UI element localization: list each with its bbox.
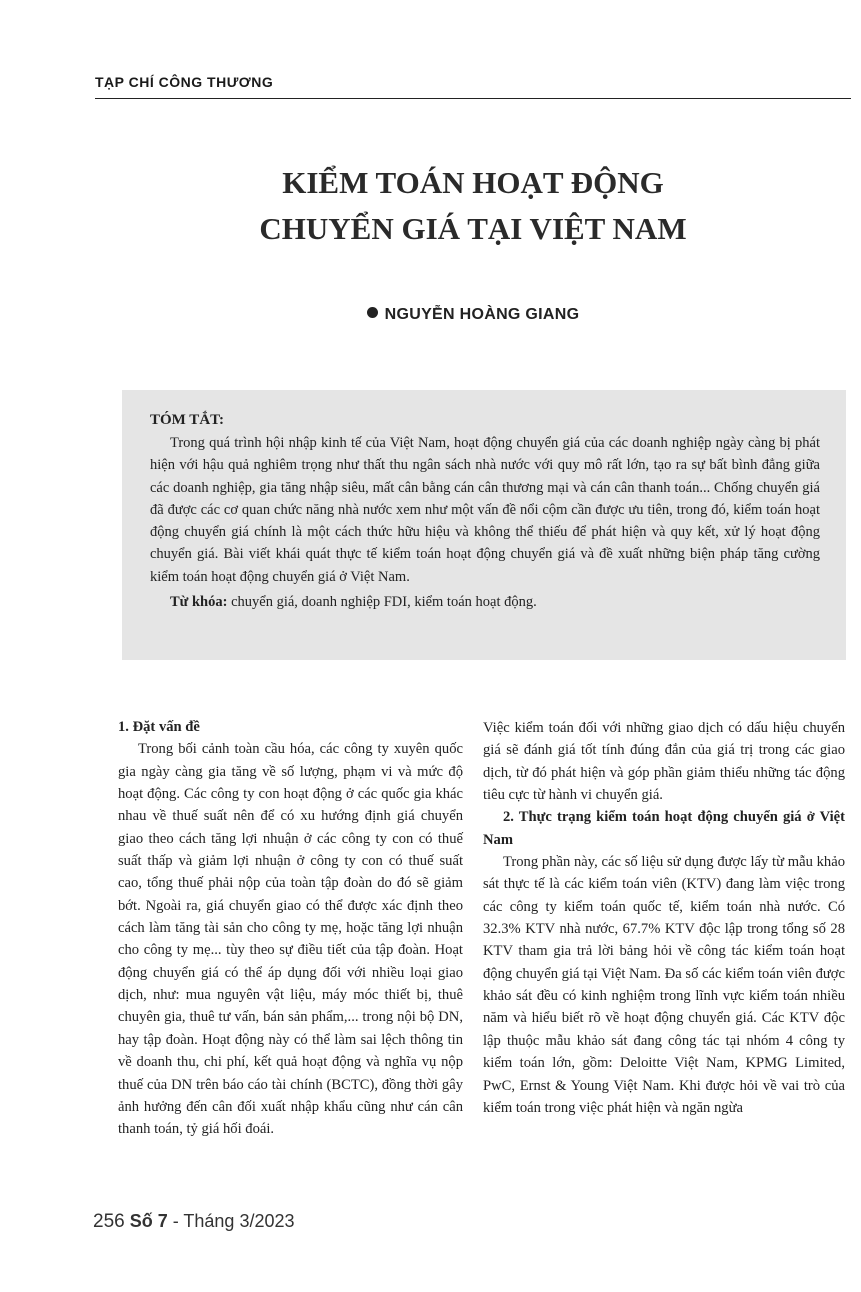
issue-number: Số 7 <box>129 1211 168 1231</box>
abstract-box <box>122 390 846 660</box>
section-2-paragraph: Trong phần này, các số liệu sử dụng được lấy từ mẫu khảo sát thực tế là các kiểm toán viên (KTV) đang làm việc trong các công ty kiểm toán quốc tế, kiểm toán nhà nước. Có 32.3% KTV nhà nước, 67.7% KTV độc lập trong tổng số 28 KTV tham gia trả lời bảng hỏi về công tác kiểm toán hoạt động chuyển giá tại Việt Nam. Đa số các kiểm toán viên được khảo sát đều có kinh nghiệm trong lĩnh vực kiểm toán nhiều năm và hiểu biết rõ về hoạt động chuyển giá. Các KTV độc lập thuộc mẫu khảo sát đang công tác tại nhóm 4 công ty kiểm toán lớn, gồm: Deloitte Việt Nam, KPMG Limited, PwC, Ernst & Young Việt Nam. Khi được hỏi về vai trò của kiểm toán trong việc phát hiện và ngăn ngừa <box>483 854 845 1116</box>
left-column <box>118 716 463 1141</box>
title-line-2: CHUYỂN GIÁ TẠI VIỆT NAM <box>259 211 687 246</box>
bullet-icon <box>367 307 378 318</box>
page-number: 256 <box>93 1211 125 1232</box>
issue-date: - Tháng 3/2023 <box>167 1211 295 1231</box>
section-1-paragraph: Trong bối cảnh toàn cầu hóa, các công ty xuyên quốc gia ngày càng gia tăng về số lượng, phạm vi và mức độ hoạt động. Các công ty con hoạt động ở các quốc gia khác nhau về thuế suất nên để có xu hướng định giá chuyển giao theo cách tăng lợi nhuận ở các công ty con có thuế suất thấp và giảm lợi nhuận ở công ty con có thuế suất cao, tổng thuế phải nộp của toàn tập đoàn do đó sẽ giảm bớt. Ngoài ra, giá chuyển giao có thể được xác định theo cách làm tăng tài sản cho công ty mẹ, hoặc tăng lợi nhuận cho công ty mẹ... tùy theo sự điều tiết của tập đoàn. Hoạt động chuyển giá có thể áp dụng đối với nhiều loại giao dịch, như: mua nguyên vật liệu, máy móc thiết bị, thuê chuyên gia, thuê tư vấn, bán sản phẩm,... trong nội bộ DN, hay tập đoàn. Hoạt động này có thể làm sai lệch thông tin về doanh thu, chi phí, kết quả hoạt động và nghĩa vụ nộp thuế của DN trên báo cáo tài chính (BCTC), đồng thời gây ảnh hưởng đến cân đối xuất nhập khẩu cũng như cán cân thanh toán, tỷ giá hối đoái. <box>118 741 463 1138</box>
article-title <box>95 160 851 252</box>
abstract-heading: TÓM TẮT: <box>150 412 225 428</box>
title-line-1: KIỂM TOÁN HOẠT ĐỘNG <box>282 165 664 200</box>
keywords <box>150 591 820 613</box>
section-2-heading: 2. Thực trạng kiểm toán hoạt động chuyển giá ở Việt Nam <box>483 809 845 848</box>
header-divider <box>95 98 851 99</box>
journal-name: TẠP CHÍ CÔNG THƯƠNG <box>95 74 274 90</box>
keywords-text: chuyển giá, doanh nghiệp FDI, kiểm toán hoạt động. <box>227 594 537 611</box>
right-column <box>483 717 845 1119</box>
author-name: NGUYỄN HOÀNG GIANG <box>384 306 580 323</box>
section-1-heading: 1. Đặt vấn đề <box>118 719 200 735</box>
author-byline <box>95 306 851 324</box>
keywords-label: Từ khóa: <box>170 594 228 611</box>
abstract-text: Trong quá trình hội nhập kinh tế của Việt Nam, hoạt động chuyển giá của các doanh nghiệp ngày càng bị phát hiện với hậu quả nghiêm trọng như thất thu ngân sách nhà nước với quy mô rất lớn, tạo ra sự bất bình đẳng giữa các doanh nghiệp, gia tăng nhập siêu, mất cân bằng cán cân thương mại và cán cân thanh toán... Chống chuyển giá đã được các cơ quan chức năng nhà nước xem như một vấn đề nổi cộm cần được ưu tiên, trong đó, kiểm toán hoạt động chuyển giá chính là một cách thức hữu hiệu và không thể thiếu để phát hiện và quy kết, xử lý hoạt động chuyển giá. Bài viết khái quát thực tế kiểm toán hoạt động chuyển giá và đề xuất những biện pháp tăng cường kiểm toán hoạt động chuyển giá ở Việt Nam. <box>150 435 820 585</box>
page-footer <box>93 1211 295 1233</box>
continuation-paragraph: Việc kiểm toán đối với những giao dịch có dấu hiệu chuyển giá sẽ đánh giá tốt tính đúng đắn của giá trị trong các giao dịch, từ đó phát hiện và góp phần giảm thiểu những tác động tiêu cực từ hành vi chuyển giá. <box>483 720 845 804</box>
